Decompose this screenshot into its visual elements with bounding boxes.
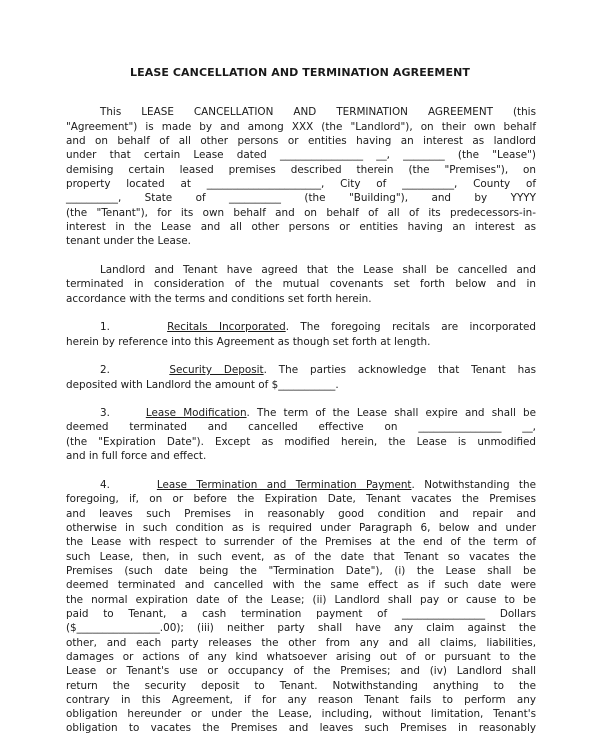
section-text: . The foregoing recitals are incorporated [285,321,537,333]
agreement-line: Landlord and Tenant have agreed that the Lease shall be cancelled and [100,264,536,276]
section-text: . The parties acknowledge that Tenant has [263,364,537,376]
intro-line: under that certain Lease dated ________________ __, ________ (the "Lease") [66,149,536,161]
section-heading: Recitals Incorporated [167,321,286,333]
section-line: deposited with Landlord the amount of $___________. [66,379,339,391]
section-heading: Lease Modification [145,407,247,419]
section-line: otherwise in such condition as is required under Paragraph 6, below and under [66,522,536,534]
section-line: ($________________.00); (iii) neither party shall have any claim against the [66,622,536,634]
section-number: 4. [100,479,110,491]
section-line: herein by reference into this Agreement as though set forth at length. [66,336,431,348]
section-line: damages or actions of any kind whatsoever arising out of or pursuant to the [66,651,536,663]
agreement-line: accordance with the terms and conditions set forth herein. [66,293,372,305]
section-line: and leaves such Premises in reasonably good condition and repair and [66,508,536,520]
intro-line: property located at ______________________, City of __________, County of [66,178,536,190]
document-title: LEASE CANCELLATION AND TERMINATION AGREEMENT [129,66,470,79]
section-line: deemed terminated and cancelled effective on ________________ __, [66,421,536,433]
intro-line: demising certain leased premises described therein (the "Premises"), on [66,164,536,176]
section-line: and in full force and effect. [66,450,207,462]
section-line: return the security deposit to Tenant. Notwithstanding anything to the [66,680,536,692]
section-number: 1. [100,321,110,333]
section-line: (the "Expiration Date"). Except as modified herein, the Lease is unmodified [66,436,536,448]
section-line: deemed terminated and cancelled with the same effect as if such date were [66,579,536,591]
intro-line: __________, State of __________ (the "Building"), and by YYYY [66,192,536,204]
section-3-first-line [100,406,536,420]
section-line: obligation to vacates the Premises and leaves such Premises in reasonably [66,722,536,734]
section-heading: Lease Termination and Termination Payment [156,479,412,491]
section-1-first-line [100,320,536,334]
section-line: foregoing, if, on or before the Expiration Date, Tenant vacates the Premises [66,493,536,505]
section-line: such Lease, then, in such event, as of the date that Tenant so vacates the [66,551,536,563]
section-4-first-line [100,478,536,492]
section-text: . Notwithstanding the [411,479,536,491]
section-2-first-line [100,363,536,377]
agreement-line: terminated in consideration of the mutual covenants set forth below and in [66,278,536,290]
section-number: 2. [100,364,110,376]
section-number: 3. [100,407,110,419]
section-line: obligation hereunder or under the Lease, including, without limitation, Tenant's [66,708,536,720]
section-line: Premises (such date being the "Termination Date"), (i) the Lease shall be [66,565,536,577]
section-heading: Security Deposit [169,364,264,376]
section-line: paid to Tenant, a cash termination payment of ________________ Dollars [66,608,536,620]
section-line: other, and each party releases the other from any and all claims, liabilities, [66,637,536,649]
section-line: contrary in this Agreement, if for any reason Tenant fails to perform any [66,694,536,706]
section-line: the Lease with respect to surrender of the Premises at the end of the term of [66,536,536,548]
intro-line: and on behalf of all other persons or entities having an interest as landlord [66,135,536,147]
intro-line: This LEASE CANCELLATION AND TERMINATION AGREEMENT (this [100,106,536,118]
intro-line: "Agreement") is made by and among XXX (the "Landlord"), on their own behalf [66,121,536,133]
section-line: the normal expiration date of the Lease; (ii) Landlord shall pay or cause to be [66,594,536,606]
section-line: Lease or Tenant's use or occupancy of the Premises; and (iv) Landlord shall [66,665,536,677]
intro-line: (the "Tenant"), for its own behalf and on behalf of all of its predecessors-in- [66,207,536,219]
intro-line: interest in the Lease and all other persons or entities having an interest as [66,221,536,233]
intro-line: tenant under the Lease. [66,235,191,247]
section-text: . The term of the Lease shall expire and shall be [246,407,537,419]
